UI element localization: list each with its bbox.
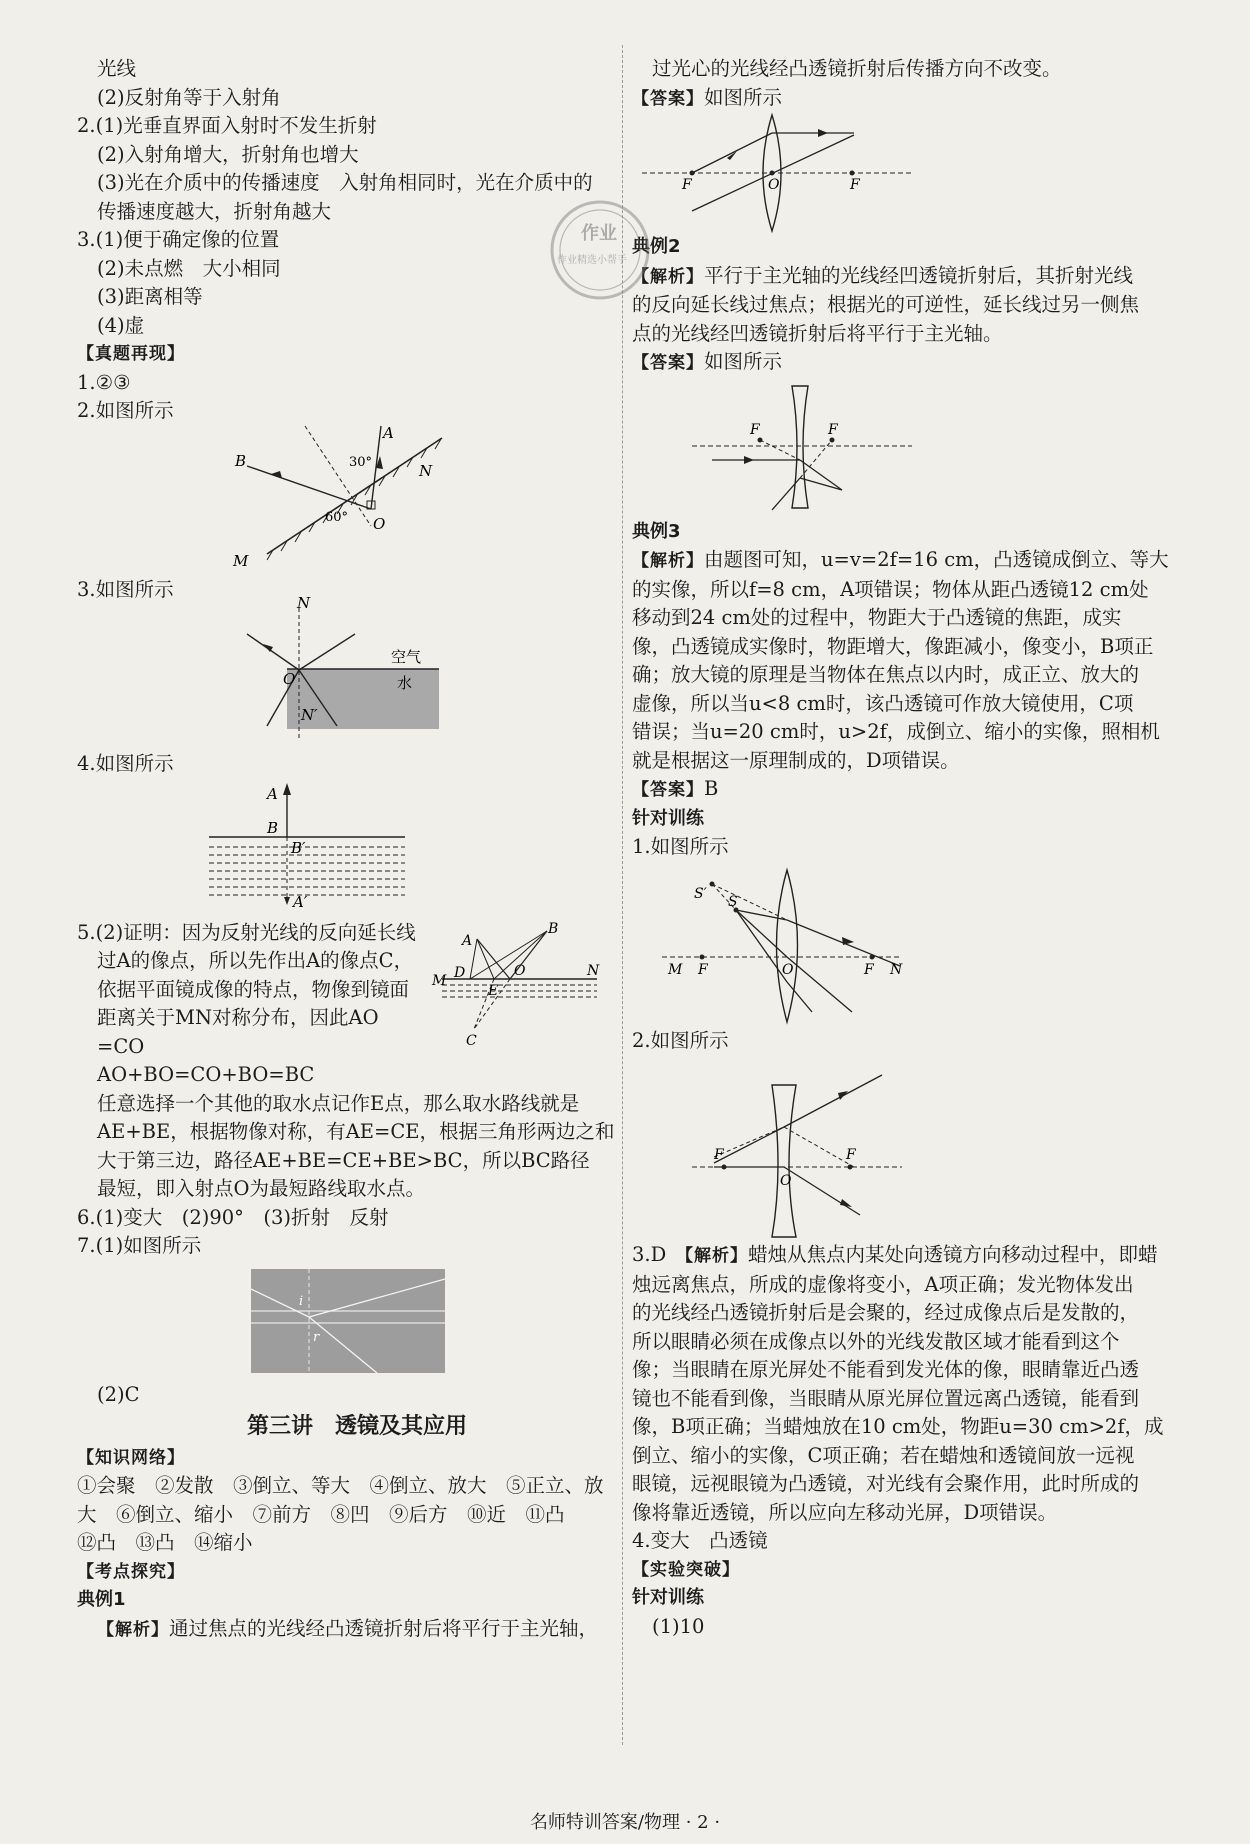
text-line: 依据平面镜成像的特点，物像到镜面 [97, 977, 410, 1001]
label-A-prime: A′ [293, 892, 308, 911]
text-line: 如图所示 [704, 85, 783, 109]
label-F-right: F [828, 421, 838, 438]
label-S-prime: S′ [694, 885, 707, 902]
label-water: 水 [397, 674, 413, 692]
text-line: 如图所示 [704, 350, 783, 373]
text-line: 像，B项正确；当蜡烛放在10 cm处，物距u=30 cm>2f，成 [632, 1415, 1164, 1438]
text-line [632, 775, 1182, 805]
text-line: 1.②③ [77, 370, 131, 394]
analysis-tag: 【解析】 [632, 266, 704, 287]
label-A: A [383, 423, 394, 442]
text-line: ①会聚 ②发散 ③倒立、等大 ④倒立、放大 ⑤正立、放 [77, 1474, 604, 1497]
label-B: B [548, 920, 559, 937]
text-line: 3.如图所示 [77, 577, 174, 601]
answer-tag: 【答案】 [632, 88, 704, 109]
stamp-ring-text: 作业精选小帮手 [557, 255, 627, 266]
text-line: 虚像，所以当u<8 cm时，该凸透镜可作放大镜使用，C项 [632, 691, 1134, 715]
label-M: M [233, 551, 249, 570]
text-line: 6.(1)变大 (2)90° (3)折射 反射 [77, 1205, 389, 1229]
label-O: O [768, 177, 780, 193]
label-D: D [454, 964, 466, 981]
label-M: M [668, 961, 683, 978]
answer-tag: 【答案】 [632, 353, 704, 373]
label-60deg: 60° [325, 509, 349, 525]
text-line: 5.(2)证明：因为反射光线的反向延长线 [77, 920, 416, 944]
text-line: 的反向延长线过焦点；根据光的可逆性，延长线过另一侧焦 [632, 293, 1140, 316]
text-line: 最短，即入射点O为最短路线取水点。 [97, 1177, 425, 1200]
text-line: 大 ⑥倒立、缩小 ⑦前方 ⑧凹 ⑨后方 ⑩近 ⑪凸 [77, 1502, 565, 1526]
text-line: B [704, 777, 719, 800]
label-A: A [267, 784, 278, 803]
label-N: N [297, 594, 311, 612]
label-C: C [466, 1032, 477, 1049]
label-F-right: F [850, 177, 860, 193]
text-line [632, 546, 1182, 576]
practice-heading: 针对训练 [632, 807, 704, 829]
label-O: O [780, 1173, 792, 1189]
analysis-tag: 【解析】 [632, 551, 704, 571]
label-F-right: F [864, 961, 874, 978]
text-line: 移动到24 cm处的过程中，物距大于凸透镜的焦距，成实 [632, 606, 1122, 629]
example-heading: 典例3 [632, 520, 681, 542]
text-line: (1)10 [652, 1614, 705, 1638]
figure-photo-refraction [77, 1261, 637, 1381]
proof-block [77, 919, 637, 1062]
text-line: 4.变大 凸透镜 [632, 1529, 768, 1552]
text-line: 2.(1)光垂直界面入射时不发生折射 [77, 114, 377, 137]
text-line: 倒立、缩小的实像，C项正确；若在蜡烛和透镜间放一远视 [632, 1443, 1135, 1467]
text-line [632, 348, 1182, 378]
analysis-tag: 【解析】 [97, 1619, 169, 1640]
text-line: ⑫凸 ⑬凸 ⑭缩小 [77, 1531, 253, 1554]
text-line: (2)C [97, 1382, 140, 1406]
label-N: N [419, 461, 433, 480]
section-tag: 【知识网络】 [77, 1447, 185, 1468]
text-line: (2)入射角增大，折射角也增大 [97, 142, 359, 166]
label-30deg: 30° [349, 454, 373, 470]
text-line: 就是根据这一原理制成的，D项错误。 [632, 748, 960, 772]
figure-concave-lens-1 [632, 378, 1182, 518]
text-line: 1.如图所示 [632, 835, 729, 858]
text-line: 的光线经凸透镜折射后是会聚的，经过成像点后是发散的， [632, 1301, 1140, 1324]
text-line: AO+BO=CO+BO=BC [97, 1063, 315, 1086]
example-heading: 典例2 [632, 236, 681, 257]
text-line: (2)未点燃 大小相同 [97, 256, 281, 280]
label-air: 空气 [391, 648, 422, 666]
label-F-left: F [714, 1147, 724, 1163]
text-line: 错误；当u=20 cm时，u>2f，成倒立、缩小的实像，照相机 [632, 720, 1160, 743]
label-N: N [587, 962, 600, 979]
page-footer: 名师特训答案/物理 · 2 · [529, 1812, 721, 1833]
text-line: 3.(1)便于确定像的位置 [77, 228, 280, 251]
text-line: 像，凸透镜成实像时，物距增大，像距减小，像变小，B项正 [632, 634, 1154, 658]
label-O: O [514, 962, 526, 979]
text-line: 通过焦点的光线经凸透镜折射后将平行于主光轴， [169, 1616, 599, 1640]
text-line [632, 84, 1182, 114]
text-line: (3)距离相等 [97, 285, 203, 308]
text-line [632, 262, 1182, 292]
text-line: 传播速度越大，折射角越大 [97, 199, 332, 223]
label-i: i [299, 1293, 304, 1309]
label-B-prime: B′ [291, 838, 306, 857]
text-line: 距离关于MN对称分布，因此AO [97, 1006, 379, 1029]
example-heading: 典例1 [77, 1589, 126, 1610]
right-column [632, 55, 1182, 1641]
text-line: 像；当眼睛在原光屏处不能看到发光体的像，眼睛靠近凸透 [632, 1358, 1140, 1381]
label-N-prime: N′ [301, 706, 318, 724]
label-O: O [782, 961, 794, 978]
text-line: 由题图可知，u=v=2f=16 cm，凸透镜成倒立、等大 [704, 548, 1169, 571]
text-line: (4)虚 [97, 313, 145, 337]
figure-shortest-path [432, 919, 602, 1059]
text-line: 平行于主光轴的光线经凹透镜折射后，其折射光线 [704, 263, 1134, 287]
text-line: 4.如图所示 [77, 752, 174, 775]
label-O: O [373, 514, 386, 533]
label-N: N [890, 961, 903, 978]
figure-convex-lens-1 [632, 113, 1182, 233]
figure-concave-lens-2 [632, 1055, 1182, 1241]
text-line: 确；放大镜的原理是当物体在焦点以内时，成正立、放大的 [632, 663, 1140, 686]
question-answer: 3.D [632, 1243, 667, 1266]
label-E: E [488, 982, 499, 999]
text-line: 过A的像点，所以先作出A的像点C， [97, 949, 414, 972]
label-S: S [728, 893, 738, 910]
text-line: =CO [97, 1034, 145, 1058]
text-line: 眼镜，远视眼镜为凸透镜，对光线有会聚作用，此时所成的 [632, 1472, 1140, 1495]
stamp-title: 作业 [581, 223, 617, 244]
text-line: 像将靠近透镜，所以应向左移动光屏，D项错误。 [632, 1500, 1058, 1524]
text-line: 2.如图所示 [77, 399, 174, 422]
text-line: 光线 [97, 57, 137, 80]
text-line: 任意选择一个其他的取水点记作E点，那么取水路线就是 [97, 1091, 580, 1115]
text-line: 的实像，所以f=8 cm，A项错误；物体从距凸透镜12 cm处 [632, 577, 1149, 601]
text-line: 镜也不能看到像，当眼睛从原光屏位置远离凸透镜，能看到 [632, 1386, 1140, 1410]
stamp-logo [545, 195, 655, 305]
text-line: 2.如图所示 [632, 1028, 729, 1052]
label-F-left: F [750, 421, 760, 438]
text-line: 7.(1)如图所示 [77, 1234, 202, 1257]
section-tag: 【考点探究】 [77, 1561, 185, 1582]
label-A: A [462, 932, 473, 949]
text-line: AE+BE，根据物像对称，有AE=CE，根据三角形两边之和 [97, 1120, 615, 1143]
answer-tag: 【答案】 [632, 780, 704, 800]
label-M: M [432, 972, 447, 989]
text-line: (3)光在介质中的传播速度 入射角相同时，光在介质中的 [97, 171, 593, 194]
text-line: 过光心的光线经凸透镜折射后传播方向不改变。 [652, 57, 1062, 80]
label-F-left: F [682, 177, 692, 193]
text-line: 大于第三边，路径AE+BE=CE+BE>BC，所以BC路径 [97, 1148, 590, 1172]
figure-reflection-mirror [77, 423, 637, 576]
text-line [77, 1615, 637, 1645]
text-line: 蜡烛从焦点内某处向透镜方向移动过程中，即蜡 [748, 1243, 1158, 1266]
label-O: O [283, 670, 296, 688]
figure-refraction-water [77, 594, 637, 750]
text-line: 烛远离焦点，所成的虚像将变小，A项正确；发光物体发出 [632, 1272, 1134, 1296]
text-line: (2)反射角等于入射角 [97, 85, 281, 109]
text-line: 点的光线经凹透镜折射后将平行于主光轴。 [632, 321, 1003, 345]
text-line [632, 1241, 1182, 1271]
practice-heading: 针对训练 [632, 1587, 704, 1608]
label-F-left: F [698, 961, 708, 978]
label-B: B [235, 451, 247, 470]
label-F-right: F [846, 1147, 856, 1163]
lecture-title: 第三讲 透镜及其应用 [246, 1414, 467, 1439]
analysis-tag: 【解析】 [676, 1246, 748, 1266]
figure-object-image-water [77, 779, 637, 919]
figure-convex-lens-2 [632, 862, 1182, 1027]
label-B: B [267, 818, 279, 837]
section-tag: 【真题再现】 [77, 344, 185, 364]
section-tag: 【实验突破】 [632, 1559, 740, 1580]
label-r: r [313, 1329, 320, 1345]
text-line: 所以眼睛必须在成像点以外的光线发散区域才能看到这个 [632, 1329, 1120, 1353]
